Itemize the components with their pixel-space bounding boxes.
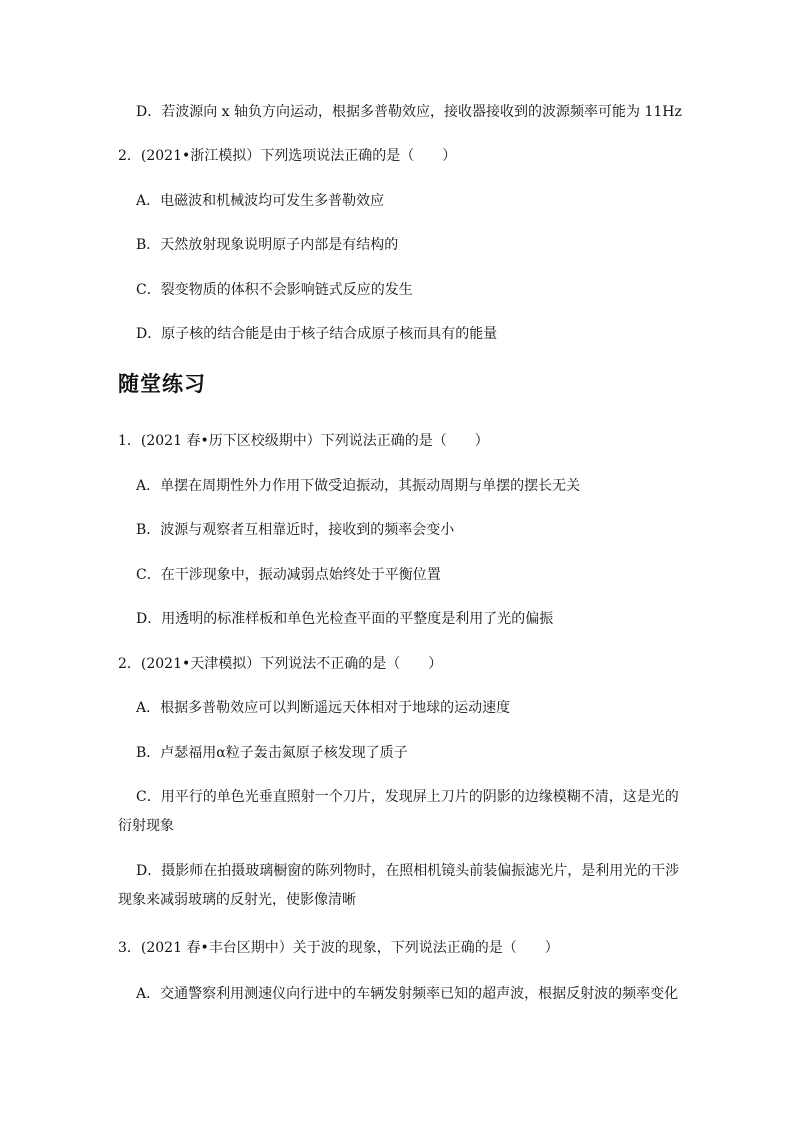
option-c: C．用平行的单色光垂直照射一个刀片，发现屏上刀片的阴影的边缘模糊不清，这是光的 <box>136 789 679 805</box>
question-stem: 2．(2021•浙江模拟）下列选项说法正确的是（ ） <box>118 148 457 164</box>
section-title: 随堂练习 <box>118 372 206 396</box>
option-d: D．用透明的标准样板和单色光检查平面的平整度是利用了光的偏振 <box>136 611 554 627</box>
option-a: A．交通警察利用测速仪向行进中的车辆发射频率已知的超声波，根据反射波的频率变化 <box>136 986 679 1002</box>
option-d: D．若波源向 x 轴负方向运动，根据多普勒效应，接收器接收到的波源频率可能为 11Hz <box>136 104 682 120</box>
option-d: D．摄影师在拍摄玻璃橱窗的陈列物时，在照相机镜头前装偏振滤光片，是利用光的干涉 <box>136 863 680 879</box>
option-a: A．电磁波和机械波均可发生多普勒效应 <box>136 193 385 209</box>
option-d-continuation: 现象来减弱玻璃的反射光，使影像清晰 <box>118 892 356 908</box>
option-b: B．卢瑟福用α粒子轰击氮原子核发现了质子 <box>136 745 408 761</box>
option-a: A．单摆在周期性外力作用下做受迫振动，其振动周期与单摆的摆长无关 <box>136 478 581 494</box>
question-stem: 1．(2021 春•历下区校级期中）下列说法正确的是（ ） <box>118 433 489 449</box>
question-stem: 2．(2021•天津模拟）下列说法不正确的是（ ） <box>118 656 443 672</box>
option-b: B．波源与观察者互相靠近时，接收到的频率会变小 <box>136 522 455 538</box>
option-d: D．原子核的结合能是由于核子结合成原子核而具有的能量 <box>136 326 498 342</box>
question-stem: 3．(2021 春•丰台区期中）关于波的现象，下列说法正确的是（ ） <box>118 940 559 956</box>
option-a: A．根据多普勒效应可以判断遥远天体相对于地球的运动速度 <box>136 700 511 716</box>
option-c: C．在干涉现象中，振动减弱点始终处于平衡位置 <box>136 567 441 583</box>
option-c: C．裂变物质的体积不会影响链式反应的发生 <box>136 282 413 298</box>
option-b: B．天然放射现象说明原子内部是有结构的 <box>136 237 399 253</box>
option-c-continuation: 衍射现象 <box>118 818 174 834</box>
